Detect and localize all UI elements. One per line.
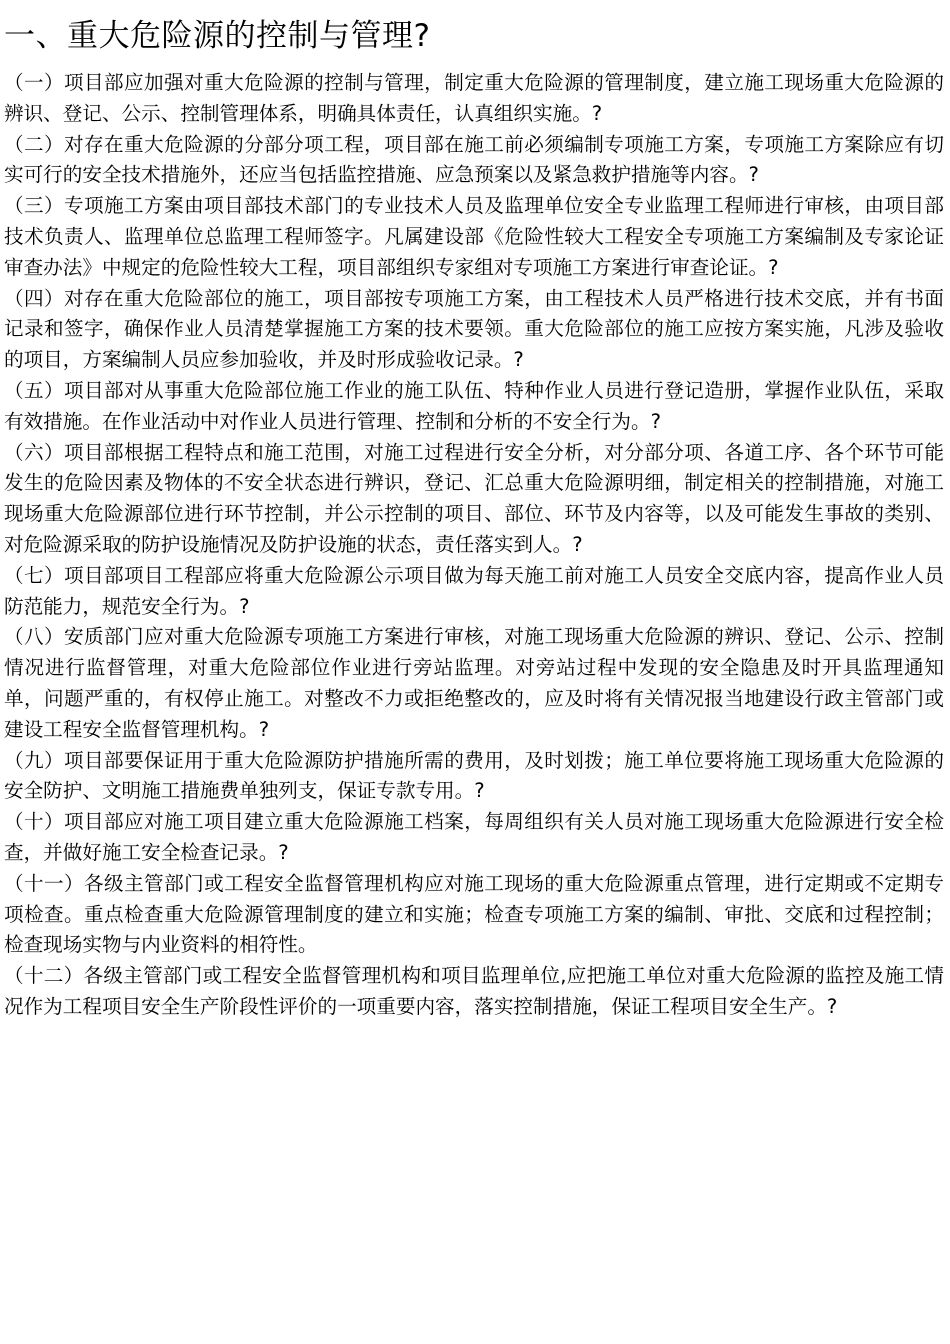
paragraph-1: （一）项目部应加强对重大危险源的控制与管理，制定重大危险源的管理制度，建立施工现场重大危险源的辨识、登记、公示、控制管理体系，明确具体责任，认真组织实施。? <box>4 71 944 125</box>
paragraph-11: （十一）各级主管部门或工程安全监督管理机构应对施工现场的重大危险源重点管理，进行定期或不定期专项检查。重点检查重大危险源管理制度的建立和实施；检查专项施工方案的编制、审批、交底和过程控制；检查现场实物与内业资料的相符性。 <box>4 871 944 957</box>
paragraph-3: （三）专项施工方案由项目部技术部门的专业技术人员及监理单位安全专业监理工程师进行审核，由项目部技术负责人、监理单位总监理工程师签字。凡属建设部《危险性较大工程安全专项施工方案编制及专家论证审查办法》中规定的危险性较大工程，项目部组织专家组对专项施工方案进行审查论证。? <box>4 194 944 279</box>
paragraph-4: （四）对存在重大危险部位的施工，项目部按专项施工方案，由工程技术人员严格进行技术交底，并有书面记录和签字，确保作业人员清楚掌握施工方案的技术要领。重大危险部位的施工应按方案实施，凡涉及验收的项目，方案编制人员应参加验收，并及时形成验收记录。? <box>4 286 944 372</box>
paragraph-6: （六）项目部根据工程特点和施工范围，对施工过程进行安全分析，对分部分项、各道工序、各个环节可能发生的危险因素及物体的不安全状态进行辨识，登记、汇总重大危险源明细，制定相关的控制措施，对施工现场重大危险源部位进行环节控制，并公示控制的项目、部位、环节及内容等，以及可能发生事故的类别、对危险源采取的防护设施情况及防护设施的状态，责任落实到人。? <box>4 440 944 556</box>
paragraph-7: （七）项目部项目工程部应将重大危险源公示项目做为每天施工前对施工人员安全交底内容，提高作业人员防范能力，规范安全行为。? <box>4 563 944 618</box>
paragraph-5: （五）项目部对从事重大危险部位施工作业的施工队伍、特种作业人员进行登记造册，掌握作业队伍，采取有效措施。在作业活动中对作业人员进行管理、控制和分析的不安全行为。? <box>4 378 944 433</box>
paragraph-12: （十二）各级主管部门或工程安全监督管理机构和项目监理单位,应把施工单位对重大危险源的监控及施工情况作为工程项目安全生产阶段性评价的一项重要内容，落实控制措施，保证工程项目安全生产。? <box>4 964 944 1018</box>
paragraph-9: （九）项目部要保证用于重大危险源防护措施所需的费用，及时划拨；施工单位要将施工现场重大危险源的安全防护、文明施工措施费单独列支，保证专款专用。? <box>4 748 944 803</box>
document-body <box>4 68 944 1023</box>
paragraph-10: （十）项目部应对施工项目建立重大危险源施工档案，每周组织有关人员对施工现场重大危险源进行安全检查，并做好施工安全检查记录。? <box>4 810 944 864</box>
paragraph-2: （二）对存在重大危险源的分部分项工程，项目部在施工前必须编制专项施工方案，专项施工方案除应有切实可行的安全技术措施外，还应当包括监控措施、应急预案以及紧急救护措施等内容。? <box>4 132 944 187</box>
paragraph-8: （八）安质部门应对重大危险源专项施工方案进行审核，对施工现场重大危险源的辨识、登记、公示、控制情况进行监督管理，对重大危险部位作业进行旁站监理。对旁站过程中发现的安全隐患及时开具监理通知单，问题严重的，有权停止施工。对整改不力或拒绝整改的，应及时将有关情况报当地建设行政主管部门或建设工程安全监督管理机构。? <box>4 625 944 741</box>
document-title: 一、重大危险源的控制与管理? <box>4 18 431 54</box>
